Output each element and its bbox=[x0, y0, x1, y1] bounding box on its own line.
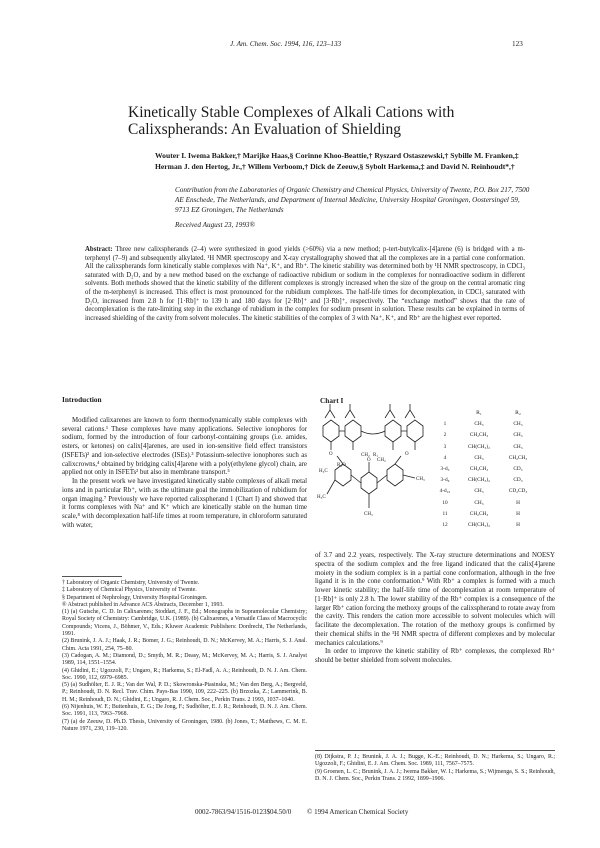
right-paragraph-1: of 3.7 and 2.2 years, respectively. The X-ray structure determinations and NOESY spectra of the sodium complex and the free ligand indicated that the calix[4]arene moiety in the sodium complex is in a partial cone conformation, although in the free ligand it is in the cone conformation.⁹ With Rb⁺ a complex is formed with a much lower kinetic stability; the half-life time of decomplexation at room temperature of [1·Rb]⁺ is only 2.8 h. The lower stability of the Rb⁺ complex is a consequence of the larger Rb⁺ cation forcing the methoxy groups of the calixspherand to rotate away from the cavity. This renders the cation more accessible to solvent molecules which will facilitate the decomplexation. The rotation of the methoxy groups is confirmed by their chemical shifts in the ¹H NMR spectra of different complexes and by molecular mechanics calculations.⁹ bbox=[315, 552, 555, 647]
r1-cell: CH₂CH₃ bbox=[469, 510, 489, 517]
label-o-right: O bbox=[405, 452, 409, 457]
label-o-center: O bbox=[367, 458, 371, 463]
footnote: (8) Dijkstra, P. J.; Brunink, J. A. J.; Bugge, K.-E.; Reinhoudt, D. N.; Harkema, S.; Ungaro, R.; Ugozzoli, F.; Ghidini, E. J. Am. Chem. Soc. 1989, 111, 7567–7575. bbox=[315, 754, 555, 768]
label-r2o: R₂O bbox=[337, 463, 346, 468]
r2-cell: H bbox=[516, 522, 520, 529]
r1-cell: CH₃ bbox=[474, 488, 484, 495]
terphenyl-ring-right bbox=[387, 464, 403, 486]
section-heading: Introduction bbox=[62, 395, 102, 404]
compound-number: 10 bbox=[442, 499, 448, 506]
right-paragraph-2: In order to improve the kinetic stability of Rb⁺ complexes, the complexed Rb⁺ should be better shielded from solvent molecules. bbox=[315, 648, 555, 664]
table-row bbox=[432, 430, 537, 441]
footnote: † Laboratory of Organic Chemistry, University of Twente. bbox=[62, 580, 200, 586]
footnote: (1) (a) Gutsche, C. D. In Calixarenes; Stoddart, J. F., Ed.; Monographs in Supramolecular Chemistry; Royal Society of Chemistry: Cambridge, U.K. (1989). (b) Calixarenes, a Versatile Class of Macrocyclic Compounds; Vicens, J., Böhmer, V., Eds.; Kluwer Academic Publishers: Dordrecht, The Netherlands, 1991. bbox=[62, 609, 307, 638]
r1-cell: CH₂CH₃ bbox=[469, 466, 489, 473]
abstract bbox=[85, 246, 525, 323]
aryl-ring bbox=[323, 420, 339, 442]
r1-cell: CH₃ bbox=[474, 454, 484, 461]
aryl-ring bbox=[385, 420, 401, 442]
table-row bbox=[432, 520, 537, 531]
aryl-ring bbox=[407, 420, 423, 442]
footnote: § Department of Nephrology, University Hospital Groningen. bbox=[62, 594, 208, 601]
footnote: ® Abstract published in Advance ACS Abstracts, December 1, 1993. bbox=[62, 601, 224, 608]
abstract-text: Three new calixspherands (2–4) were synthesized in good yields (>60%) via a new method; p-tert-butylcalix-[4]arene (6) is bridged with a m-terphenyl (7–9) and subsequently alkylated. ¹H NMR spectroscopy and X-ray crystallography showed that all the complexes are in a partial cone conformation. All the calixspherands form kinetically stable complexes with Na⁺, K⁺, and Rb⁺. The kinetic stability was determined both by ¹H NMR spectroscopy, in CDCl₃ saturated with D₂O, and by a new method based on the exchange of radioactive rubidium or sodium in the complexes for nonradioactive sodium in different solvents. Both methods showed that the kinetic stability of the different complexes is strongly increased when the size of the group on the central aromatic ring of the m-terphenyl is increased. This effect is most pronounced for the rubidium complexes. The half-life times for decomplexation, in CDCl₃ saturated with D₂O, increased from 2.8 h for [1·Rb]⁺ to 139 h and 180 days for [2·Rb]⁺ and [3·Rb]⁺, respectively. The “exchange method” shows that the rate of decomplexation is the rate-limiting step in the exchange of rubidium in the complex for sodium present in solution. These results can be explained in terms of increased shielding of the cavity from solvent molecules. The kinetic stabilities of the complex of 3 with Na⁺, K⁺, and Rb⁺ are the highest ever reported. bbox=[85, 246, 525, 322]
compound-number: 3 bbox=[443, 443, 447, 450]
header-cell: R₁ bbox=[476, 410, 482, 416]
r1-cell: CH₂CH₃ bbox=[469, 432, 489, 439]
label-r1: R₁ bbox=[373, 453, 379, 458]
intro-paragraph-2: In the present work we have investigated kinetically stable complexes of alkali metal ions and in particular Rb⁺, with as the ultimate goal the immobilization of rubidium for organ imaging.⁷ Previously we have reported calixspherand 1 (Chart I) and showed that it forms complexes with Na⁺ and K⁺ which are kinetically stable on the human time scale,⁸ with decomplexation half-life times at room temperature, in chloroform saturated with water, bbox=[62, 478, 307, 529]
r1-cell: CH(CH₃)₂ bbox=[468, 522, 490, 529]
aryl-ring bbox=[345, 420, 361, 442]
r1-cell: CH₃ bbox=[474, 421, 484, 428]
header-cell: R₂ bbox=[515, 410, 521, 416]
journal-citation: J. Am. Chem. Soc. 1994, 116, 123–133 bbox=[230, 40, 342, 48]
page-number: 123 bbox=[512, 40, 523, 48]
r1-cell: CH(CH₃)₂ bbox=[468, 443, 490, 450]
affiliation: Contribution from the Laboratories of Organic Chemistry and Chemical Physics, University of Twente, P.O. Box 217, 7500 AE Enschede, The Netherlands, and Department of Internal Medicine, University Hospital Groningen, Oostersingel 59, 9713 EZ Groningen, The Netherlands bbox=[175, 186, 530, 214]
received-date: Received August 23, 1993® bbox=[175, 221, 255, 229]
table-row bbox=[432, 498, 537, 509]
label-ch2-a: CH₂ bbox=[361, 453, 370, 458]
footnote-divider bbox=[62, 576, 122, 577]
footnote: (7) (a) de Zeeuw, D. Ph.D. Thesis, University of Groningen, 1980. (b) Jones, T.; Matthews, C. M. E. Nature 1971, 230, 119–120. bbox=[62, 718, 307, 732]
right-text-column bbox=[315, 552, 555, 666]
table-row bbox=[432, 486, 537, 497]
r2-cell: CH₃ bbox=[513, 421, 523, 428]
tert-butyl-groups bbox=[325, 404, 415, 418]
r2-cell: CD₂CD₃ bbox=[508, 488, 528, 495]
table-row bbox=[432, 419, 537, 430]
r2-cell: CH₃ bbox=[513, 432, 523, 439]
page-footer bbox=[195, 808, 422, 816]
footnotes-right bbox=[315, 754, 555, 783]
compound-number: 3-d₆ bbox=[440, 477, 450, 484]
r2-cell: CH₂CH₃ bbox=[508, 454, 528, 461]
copyright: © 1994 American Chemical Society bbox=[307, 808, 409, 816]
r2-cell: CD₃ bbox=[513, 477, 523, 484]
introduction-column bbox=[62, 396, 307, 531]
footnote: (9) Groenen, L. C.; Brunink, J. A. J.; Iwema Bakker, W. I.; Harkema, S.; Wijmenga, S. S.; Reinhoudt, D. N. J. Chem. Soc., Perkin Trans. 2 1992, 1899–1906. bbox=[315, 768, 555, 782]
footnote: (3) Cadogan, A. M.; Diamond, D.; Smyth, M. R.; Deasy, M.; McKervey, M. A.; Harris, S. J. Analyst 1989, 114, 1551–1554. bbox=[62, 652, 307, 667]
footnote: (5) (a) Sudhölter, E. J. R.; Van der Wal, P. D.; Skowronska-Ptasinska, M.; Van den Berg, A.; Bergveld, P.; Reinhoudt, D. N. Recl. Trav. Chim. Pays-Bas 1990, 109, 222–225. (b) Brzozka, Z.; Lammerink, B. H. M.; Reinhoudt, D. N.; Ghidini, E.; Ungaro, R. J. Chem. Soc., Perkin Trans. 2 1993, 1037–1040. bbox=[62, 682, 307, 703]
r2-cell: H bbox=[516, 510, 520, 517]
footnote: (2) Brunink, J. A. J.; Haak, J. R.; Bomer, J. G.; Reinhoudt, D. N.; McKervey, M. A.; Harris, S. J. Anal. Chim. Acta 1991, 254, 75–80. bbox=[62, 638, 307, 652]
table-header bbox=[432, 408, 537, 419]
terphenyl-ring-center bbox=[361, 472, 377, 494]
label-ch3-right: CH₃ bbox=[416, 477, 425, 482]
label-h3c-left: H₃C bbox=[319, 469, 328, 474]
compound-number: 2 bbox=[443, 432, 447, 439]
header-cell bbox=[432, 408, 458, 419]
label-ch3-bottom: CH₃ bbox=[364, 512, 373, 517]
table-row bbox=[432, 453, 537, 464]
table-row bbox=[432, 464, 537, 475]
substituent-table bbox=[432, 408, 537, 531]
intro-paragraph-1: Modified calixarenes are known to form thermodynamically stable complexes with several cations.¹ These complexes have many applications. Selective ionophores for sodium, formed by the introduction of four carbonyl-containing groups (i.e. amides, esters, or ketones) on calix[4]arenes, are used in ion-sensitive field effect transistors (ISFETs)² and ion-selective electrodes (ISEs).³ Potassium-selective ionophores such as calixcrowns,⁴ obtained by bridging calix[4]arene with a poly(ethylene glycol) chain, are applied not only in ISFETs² but also in membrane transport.⁵ bbox=[62, 416, 307, 477]
r1-cell: CH₃ bbox=[474, 499, 484, 506]
label-h3c-bottom: H₃C bbox=[317, 495, 326, 500]
compound-number: 12 bbox=[442, 522, 448, 529]
footnote: (4) Ghidini, E.; Ugozzoli, F.; Ungaro, R.; Harkema, S.; El-Fadl, A. A.; Reinhoudt, D. N. J. Am. Chem. Soc. 1990, 112, 6979–6985. bbox=[62, 667, 307, 681]
compound-number: 1 bbox=[443, 421, 447, 428]
table-row bbox=[432, 475, 537, 486]
label-ch2-b: CH₂ bbox=[377, 458, 386, 463]
r2-cell: H bbox=[516, 499, 520, 506]
phenolic-bonds bbox=[331, 442, 415, 450]
table-row bbox=[432, 509, 537, 520]
compound-number: 4-d₁₀ bbox=[439, 488, 451, 495]
table-row bbox=[432, 442, 537, 453]
calixspherand-structure bbox=[315, 398, 435, 548]
article-code: 0002-7863/94/1516-0123$04.50/0 bbox=[195, 808, 292, 816]
r1-cell: CH(CH₃)₂ bbox=[468, 477, 490, 484]
methyl-bonds bbox=[327, 475, 415, 494]
paper-title: Kinetically Stable Complexes of Alkali Cations with Calixspherands: An Evaluation of Shielding bbox=[128, 104, 455, 138]
compound-number: 3-d₃ bbox=[440, 466, 450, 473]
footnote: ‡ Laboratory of Chemical Physics, University of Twente. bbox=[62, 587, 197, 594]
footnote: (6) Nijenhuis, W. F.; Buitenhuis, E. G.; De Jong, F.; Sudhölter, E. J. R.; Reinhoudt, D. N. J. Am. Chem. Soc. 1991, 113, 7963–7968. bbox=[62, 704, 307, 718]
footnote-divider bbox=[315, 750, 555, 751]
compound-number: 11 bbox=[442, 510, 448, 517]
label-o-left: O bbox=[329, 452, 333, 457]
footnotes-left bbox=[62, 580, 307, 733]
compound-number: 4 bbox=[443, 454, 447, 461]
r2-cell: CD₃ bbox=[513, 466, 523, 473]
chart-label: Chart I bbox=[320, 396, 344, 405]
abstract-label: Abstract: bbox=[85, 246, 113, 253]
r2-cell: CH₃ bbox=[513, 443, 523, 450]
author-list: Wouter I. Iwema Bakker,† Marijke Haas,§ Corinne Khoo-Beattie,† Ryszard Ostaszewski,† Sybille M. Franken,‡ Herman J. den Hertog, Jr.,† Willem Verboom,† Dick de Zeeuw,§ Sybolt Harkema,‡ and David N. Reinhoudt*,† bbox=[155, 151, 519, 171]
methylene-bridges bbox=[339, 431, 407, 434]
